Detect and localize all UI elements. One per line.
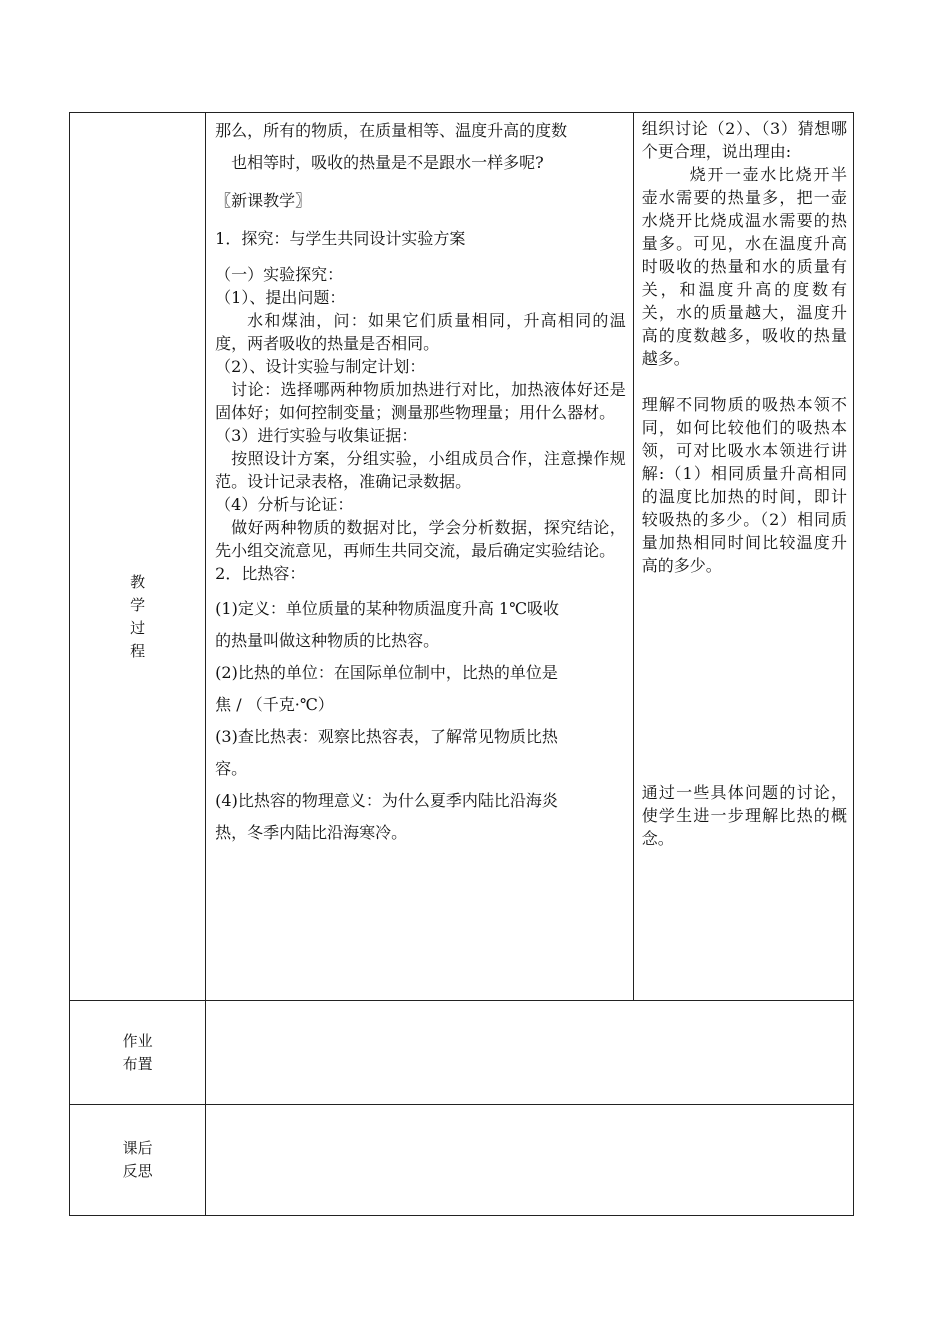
unit-line-2: 焦 / （千克·℃）: [215, 695, 334, 714]
step-3-body: 按照设计方案，分组实验，小组成员合作，注意操作规范。设计记录表格，准确记录数据。: [215, 449, 626, 491]
label-line: 布置: [122, 1054, 153, 1073]
homework-content[interactable]: [206, 1001, 854, 1105]
label-line: 作业: [122, 1031, 153, 1050]
reflection-content[interactable]: [206, 1105, 854, 1216]
step-4-body: 做好两种物质的数据对比，学会分析数据，探究结论，先小组交流意见，再师生共同交流，最后确定实验结论。: [215, 518, 626, 560]
step-2-title: （2）、设计实验与制定计划：: [215, 357, 426, 376]
intro-line-2: 也相等时，吸收的热量是不是跟水一样多呢?: [231, 153, 544, 172]
label-line: 课后: [122, 1139, 153, 1157]
teaching-content-cell: [206, 113, 634, 1001]
note-reason: 烧开一壶水比烧开半壶水需要的热量多，把一壶水烧开比烧成温水需要的热量多。可见，水在温度升高时吸收的热量和水的质量有关，和温度升高的度数有关，水的质量越大，温度升高的度数越多，吸收的热量越多。: [641, 165, 847, 368]
teaching-process-label: [70, 113, 206, 1001]
new-lesson-heading: 〖新课教学〗: [215, 191, 312, 210]
step-1-body: 水和煤油，问：如果它们质量相同，升高相同的温度，两者吸收的热量是否相同。: [215, 311, 626, 353]
homework-label: [70, 1001, 206, 1105]
definition-line-1: (1)定义：单位质量的某种物质温度升高 1℃吸收: [215, 599, 560, 618]
label-char: 学: [130, 595, 146, 614]
note-concept: 通过一些具体问题的讨论，使学生进一步理解比热的概念。: [641, 783, 847, 848]
label-char: 教: [130, 572, 146, 591]
label-char: 程: [130, 641, 146, 660]
definition-line-2: 的热量叫做这种物质的比热容。: [215, 631, 440, 650]
reflection-row: [70, 1105, 854, 1216]
meaning-line-1: (4)比热容的物理意义：为什么夏季内陆比沿海炎: [215, 791, 558, 810]
intro-line-1: 那么，所有的物质，在质量相等、温度升高的度数: [215, 121, 568, 140]
experiment-heading: （一）实验探究：: [215, 265, 344, 284]
meaning-line-2: 热，冬季内陆比沿海寒冷。: [215, 823, 408, 842]
step-1-title: （1）、提出问题：: [215, 288, 346, 307]
note-discussion: 组织讨论（2）、（3）猜想哪个更合理，说出理由:: [641, 119, 847, 161]
teaching-process-row: [70, 113, 854, 1001]
label-line: 反思: [122, 1162, 153, 1180]
step-2-body: 讨论：选择哪两种物质加热进行对比，加热液体好还是固体好；如何控制变量；测量那些物理量；用什么器材。: [215, 380, 626, 422]
homework-row: [70, 1001, 854, 1105]
table-line-1: (3)查比热表：观察比热容表，了解常见物质比热: [215, 727, 558, 746]
note-compare: 理解不同物质的吸热本领不同，如何比较他们的吸热本领，可对比吸水本领进行讲解:（1）相同质量升高相同的温度比加热的时间，即计较吸热的多少。（2）相同质量加热相同时间比较温度升高的多少。: [641, 395, 847, 575]
step-3-title: （3）进行实验与收集证据：: [215, 426, 418, 445]
unit-line-1: (2)比热的单位：在国际单位制中，比热的单位是: [215, 663, 558, 682]
teaching-notes-cell: [633, 113, 853, 1001]
table-line-2: 容。: [215, 759, 248, 778]
specific-heat-heading: 2．比热容：: [215, 564, 306, 583]
lesson-plan-table: [69, 112, 854, 1216]
label-char: 过: [130, 618, 146, 637]
inquiry-heading: 1．探究：与学生共同设计实验方案: [215, 229, 466, 248]
step-4-title: （4）分析与论证：: [215, 495, 354, 514]
reflection-label: [70, 1105, 206, 1216]
